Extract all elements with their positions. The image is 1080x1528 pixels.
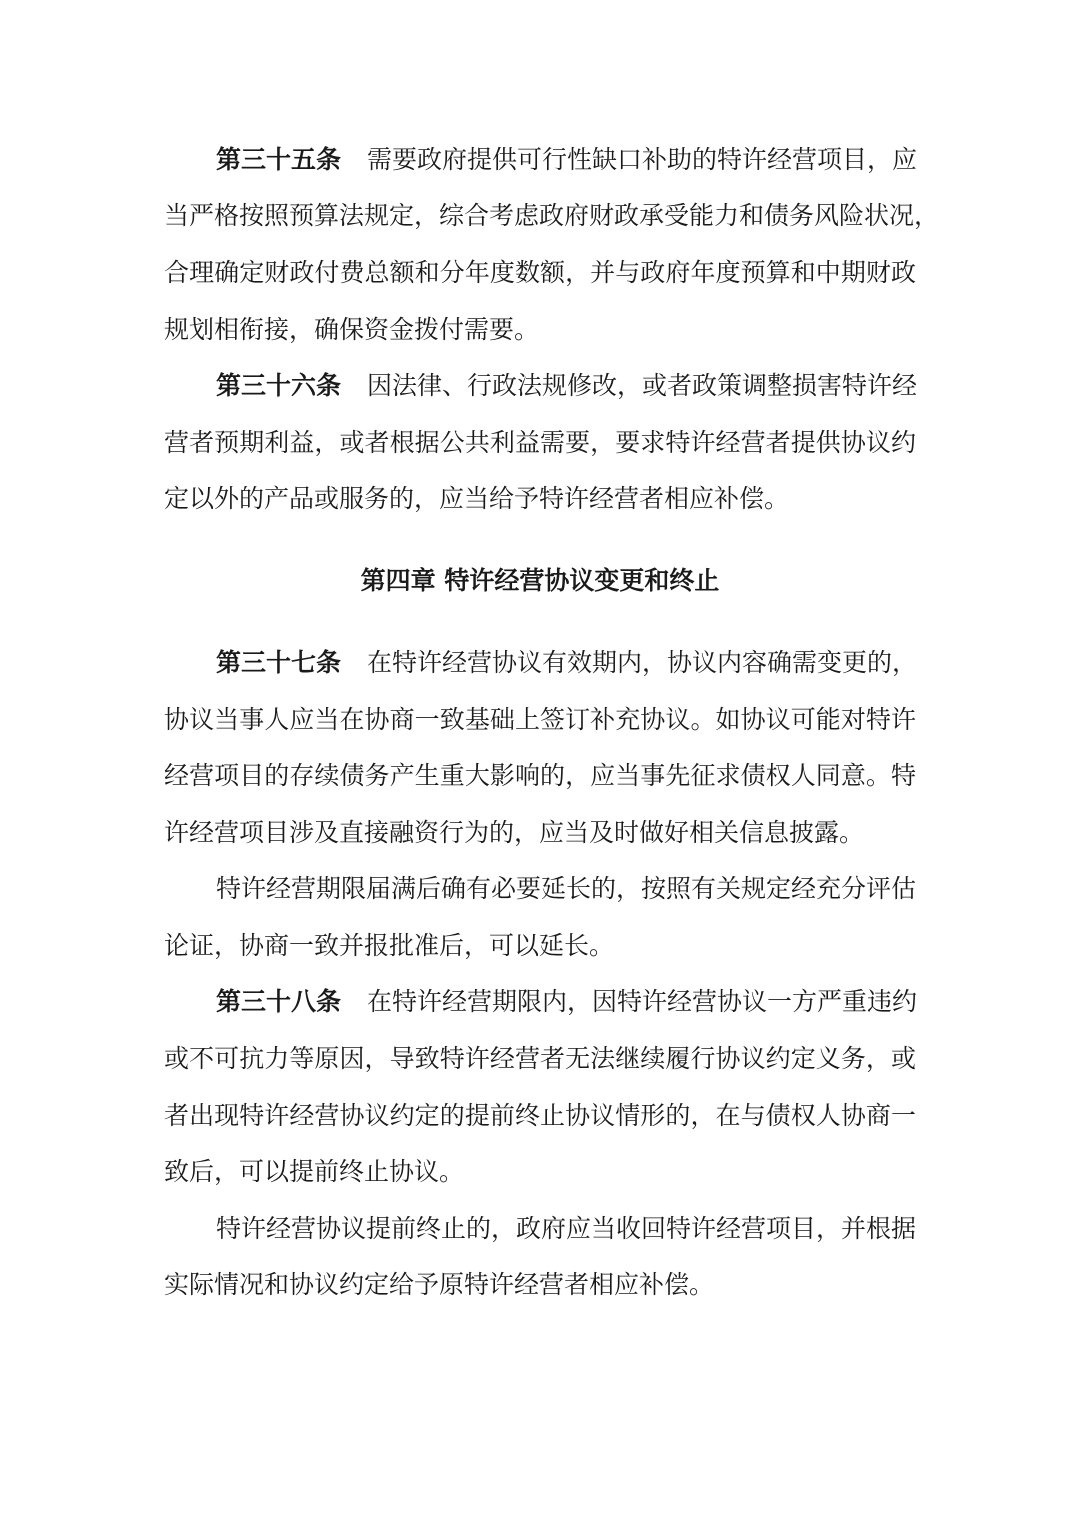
article-35-text-4: 规划相衔接，确保资金拨付需要。: [164, 315, 540, 344]
article-36-text-2: 营者预期利益，或者根据公共利益需要，要求特许经营者提供协议约: [164, 428, 916, 457]
article-38-label: 第三十八条: [216, 987, 342, 1016]
article-37-text-3: 经营项目的存续债务产生重大影响的，应当事先征求债权人同意。特: [164, 761, 916, 790]
article-35-text-3: 合理确定财政付费总额和分年度数额，并与政府年度预算和中期财政: [164, 258, 916, 287]
article-36-text-3: 定以外的产品或服务的，应当给予特许经营者相应补偿。: [164, 484, 790, 513]
article-37-text-4: 许经营项目涉及直接融资行为的，应当及时做好相关信息披露。: [164, 818, 865, 847]
article-35-first-line: [216, 144, 916, 176]
article-36-text-1: 因法律、行政法规修改，或者政策调整损害特许经: [367, 371, 918, 400]
article-35-text-2: 当严格按照预算法规定，综合考虑政府财政承受能力和债务风险状况，: [164, 201, 940, 230]
article-38-para2-text-1: 特许经营协议提前终止的，政府应当收回特许经营项目，并根据: [216, 1214, 917, 1243]
article-38-text-3: 者出现特许经营协议约定的提前终止协议情形的，在与债权人协商一: [164, 1101, 916, 1130]
article-35-text-1: 需要政府提供可行性缺口补助的特许经营项目，应: [367, 145, 918, 174]
article-37-para2-text-2: 论证，协商一致并报批准后，可以延长。: [164, 931, 615, 960]
article-37-text-2: 协议当事人应当在协商一致基础上签订补充协议。如协议可能对特许: [164, 705, 916, 734]
article-36-label: 第三十六条: [216, 371, 342, 400]
article-37-para2-text-1: 特许经营期限届满后确有必要延长的，按照有关规定经充分评估: [216, 874, 917, 903]
article-35-label: 第三十五条: [216, 145, 342, 174]
article-38-first-line: [216, 986, 916, 1018]
article-37-text-1: 在特许经营协议有效期内，协议内容确需变更的，: [367, 648, 918, 677]
article-38-text-1: 在特许经营期限内，因特许经营协议一方严重违约: [367, 987, 918, 1016]
article-37-label: 第三十七条: [216, 648, 342, 677]
article-38-text-2: 或不可抗力等原因，导致特许经营者无法继续履行协议约定义务，或: [164, 1044, 916, 1073]
article-38-text-4: 致后，可以提前终止协议。: [164, 1157, 465, 1186]
chapter-heading: 第四章 特许经营协议变更和终止: [360, 566, 720, 595]
article-38-para2-text-2: 实际情况和协议约定给予原特许经营者相应补偿。: [164, 1270, 715, 1299]
article-37-first-line: [216, 647, 916, 679]
article-36-first-line: [216, 370, 916, 402]
